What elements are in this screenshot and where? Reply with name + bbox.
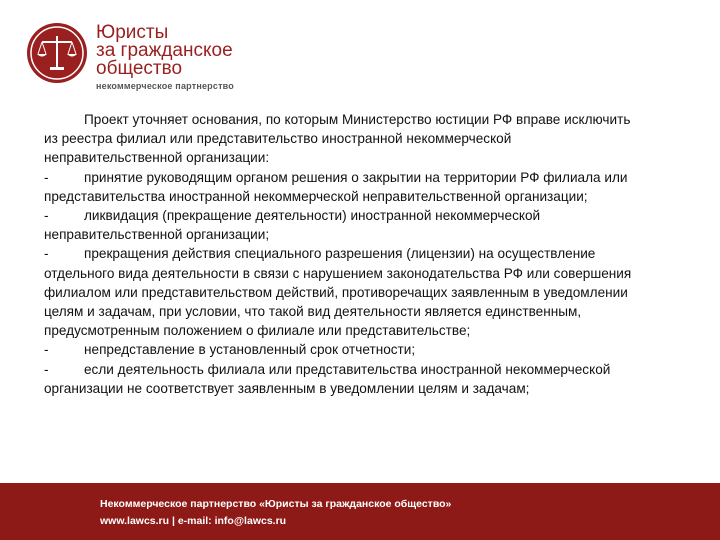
list-item [44,168,644,206]
list-item [44,206,644,244]
list-item [44,360,644,398]
logo-line-3: общество [96,58,183,79]
list-item-text: если деятельность филиала или представительства иностранной некоммерческой организации не соответствует заявленным в уведомлении целям и задачам; [44,361,611,396]
list-dash: - [44,361,49,377]
footer-text [100,496,451,530]
list-dash: - [44,342,49,358]
footer-contacts: www.lawcs.ru | e-mail: info@lawcs.ru [100,515,287,527]
logo-subtitle: некоммерческое партнерство [96,81,234,91]
footer-org-name: Некоммерческое партнерство «Юристы за гражданское общество» [100,498,452,510]
intro-paragraph: Проект уточняет основания, по которым Министерство юстиции РФ вправе исключить из реестра филиал или представительство иностранной некоммерческой неправительственной организации: [44,112,631,166]
logo [26,22,286,92]
document-body [44,110,644,398]
list-item-text: принятие руководящим органом решения о закрытии на территории РФ филиала или представительства иностранной некоммерческой неправительственной организации; [44,169,628,204]
list-item-text: прекращения действия специального разрешения (лицензии) на осуществление отдельного вида деятельности в связи с нарушением законодательства РФ или совершения филиалом или представительством действий, противоречащих заявленным в уведомлении целям и задачам, при условии, что такой вид деятельности является единственным, предусмотренным положением о филиале или представительстве; [44,246,632,339]
list-dash: - [44,208,49,224]
logo-line-2: за гражданское [96,40,233,61]
list-item [44,340,644,359]
list-dash: - [44,246,49,262]
logo-text [96,24,234,91]
list-item [44,244,644,340]
list-item-text: ликвидация (прекращение деятельности) иностранной некоммерческой неправительственной организации; [44,208,541,243]
scales-icon [26,22,88,84]
logo-line-1: Юристы [96,22,169,43]
list-item-text: непредставление в установленный срок отчетности; [84,342,416,358]
footer-bar [0,483,720,540]
list-dash: - [44,169,49,185]
